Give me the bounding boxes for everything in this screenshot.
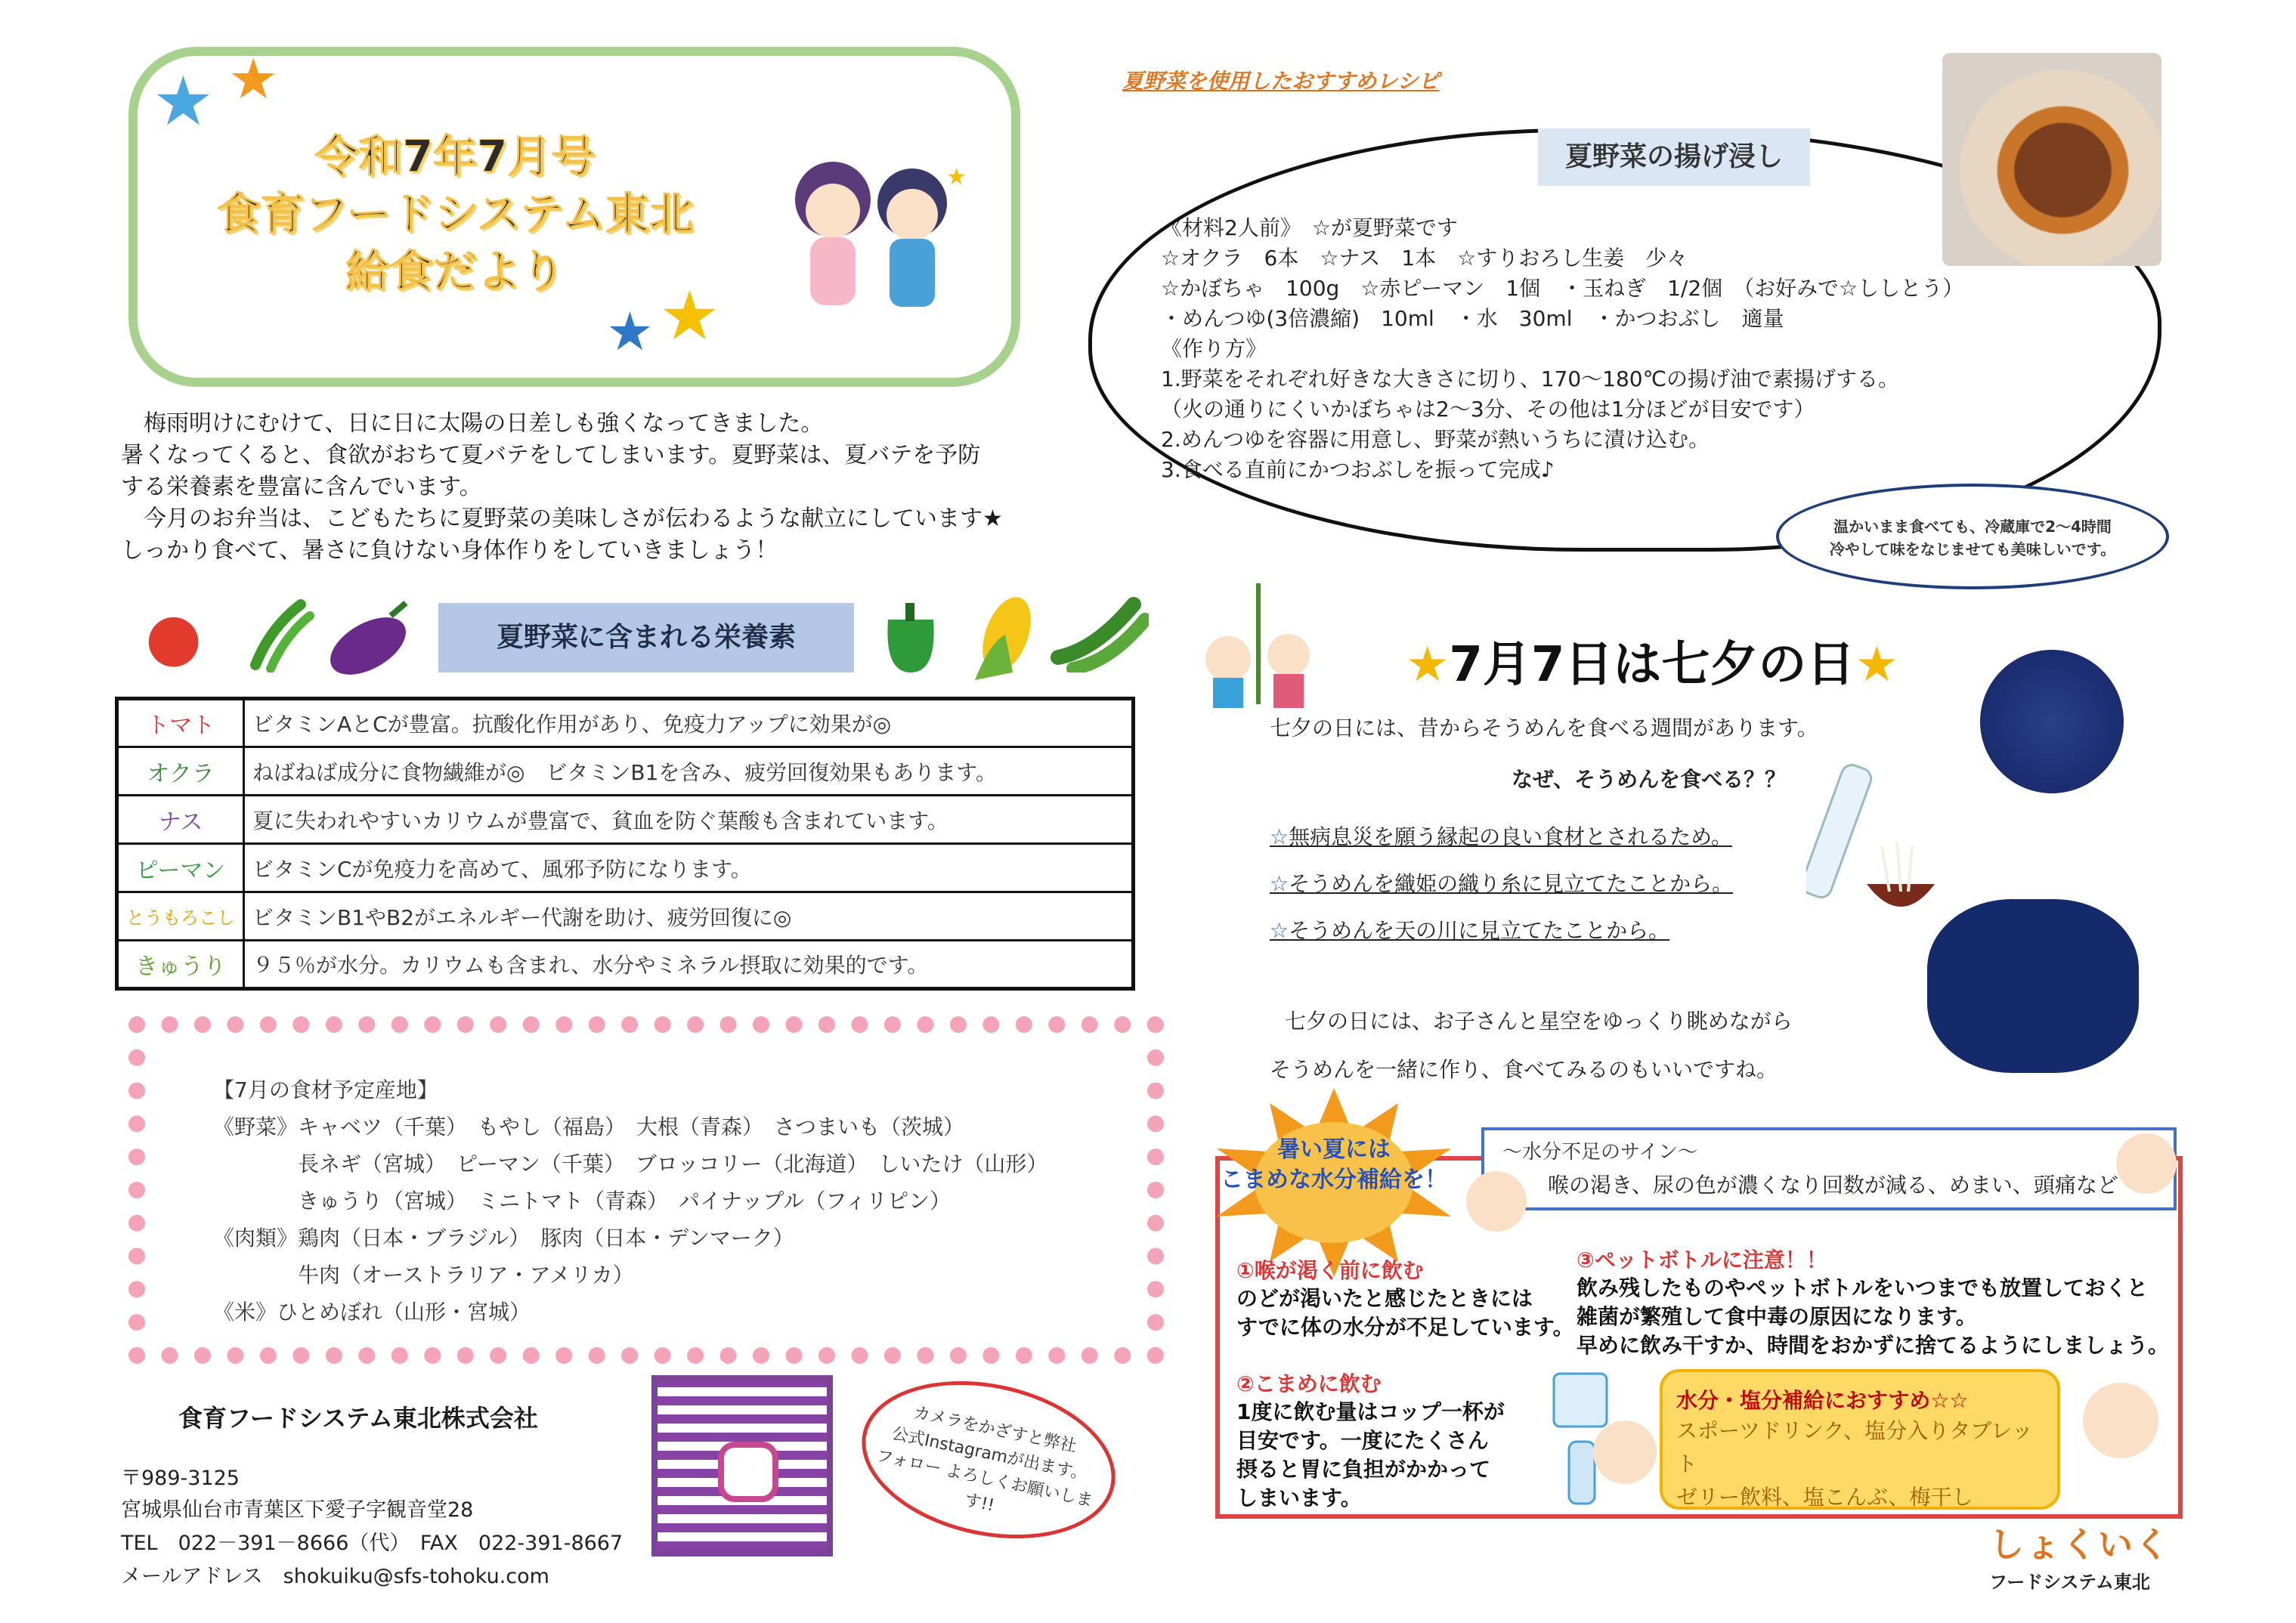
sign-title: ～水分不足のサイン～ <box>1502 1141 1698 1164</box>
table-row <box>117 796 1134 844</box>
intro-text: 梅雨明けにむけて、日に日に太陽の日差しも強くなってきました。 暑くなってくると、食欲がおちて夏バテをしてしまいます。夏野菜は、夏バテを予防 する栄養素を豊富に含んでいます。 今月のお弁当は、こどもたちに夏野菜の美味しさが伝わるような献立にしています★ しっかり食べて、暑さに負けない身体作りをしていきましょう！ <box>121 410 1003 564</box>
star-icon: ★ <box>1406 637 1450 693</box>
newsletter-org: 食育フードシステム東北 <box>216 188 694 240</box>
recommend-text: スポーツドリンク、塩分入りタブレット ゼリー飲料、塩こんぶ、梅干し <box>1676 1418 2033 1510</box>
table-row <box>117 941 1134 989</box>
vegetable-name: トマト <box>117 699 244 747</box>
nutrient-description: 夏に失われやすいカリウムが豊富で、貧血を防ぐ葉酸も含まれています。 <box>244 796 1134 844</box>
vegetable-name: ピーマン <box>117 844 244 892</box>
eggplant-icon <box>326 597 417 680</box>
instagram-qr-code[interactable] <box>651 1375 833 1557</box>
recipe-title: 夏野菜の揚げ浸し <box>1538 128 1810 186</box>
milky-way-illustration <box>1927 899 2139 1073</box>
recipe-body: 《材料2人前》 ☆が夏野菜です ☆オクラ 6本 ☆ナス 1本 ☆すりおろし生姜 少々 ☆かぼちゃ 100g ☆赤ピーマン 1個 ・玉ねぎ 1/2個 （お好みで☆ししとう） ・めんつゆ(3倍濃縮) 10ml ・水 30ml ・かつおぶし 適量 《作り方》 1.野菜をそれぞれ好きな大きさに切り、170～180℃の揚げ油で素揚げする。 （火の通りにくいかぼちゃは2～3分、その他は1分ほどが目安です） 2.めんつゆを容器に用意し、野菜が熱いうちに漬け込む。 3.食べる直前にかつおぶしを振って完成♪ <box>1161 215 1964 482</box>
dizzy-person-illustration <box>1466 1171 1527 1232</box>
logo-sub-text: フードシステム東北 <box>1989 1572 2150 1593</box>
sun-message: 暑い夏には こまめな水分補給を！ <box>1221 1136 1447 1193</box>
company-email[interactable]: メールアドレス shokuiku@sfs-tohoku.com <box>121 1565 549 1588</box>
night-sky-illustration <box>1980 650 2124 793</box>
nutrients-heading: 夏野菜に含まれる栄養素 <box>438 603 854 672</box>
svg-text:★: ★ <box>946 164 967 190</box>
okra-icon <box>240 597 316 672</box>
nutrient-description: ねばねば成分に食物繊維が◎ ビタミンB1を含み、疲労回復効果もあります。 <box>244 747 1134 796</box>
newsletter-title: 給食だより <box>345 246 565 297</box>
tanabata-question: なぜ、そうめんを食べる？？ <box>1512 767 1787 792</box>
child-drinking-illustration <box>1593 1421 1657 1484</box>
star-icon: ★ <box>153 62 214 141</box>
recipe-tip-bubble: 温かいまま食べても、冷蔵庫で2～4時間 冷やして味をなじませても美味しいです。 <box>1776 484 2169 589</box>
instagram-bubble: カメラをかざすと弊社 公式Instagramが出ます。 フォロー よろしくお願いします!! <box>847 1359 1130 1560</box>
star-icon: ★ <box>1855 637 1898 693</box>
company-phone: TEL 022－391－8666（代） FAX 022-391-8667 <box>121 1532 624 1555</box>
point-two: ②こまめに飲む 1度に飲む量はコップ一杯が 目安です。一度にたくさん 摂ると胃に負担がかかって しまいます。 <box>1236 1371 1505 1510</box>
recipe-label: 夏野菜を使用したおすすめレシピ <box>1122 69 1440 94</box>
logo-main-text: しょくいく <box>1989 1524 2171 1565</box>
woman-drinking-illustration <box>2083 1383 2158 1458</box>
vegetable-name: オクラ <box>117 747 244 796</box>
nutrient-description: ビタミンCが免疫力を高めて、風邪予防になります。 <box>244 844 1134 892</box>
recommend-title: 水分・塩分補給におすすめ☆☆ <box>1676 1388 1969 1413</box>
tanabata-outro: そうめんを一緒に作り、食べてみるのもいいですね。 <box>1270 1057 1778 1082</box>
tanabata-intro: 七夕の日には、昔からそうめんを食べる週間があります。 <box>1270 716 1818 740</box>
tanabata-reason: ☆そうめんを天の川に見立てたことから。 <box>1270 918 1670 943</box>
table-row <box>117 892 1134 941</box>
nutrients-table <box>115 697 1135 991</box>
nutrient-description: ９５％が水分。カリウムも含まれ、水分やミネラル摂取に効果的です。 <box>244 941 1134 989</box>
green-pepper-icon <box>877 597 945 680</box>
orihime-hikoboshi-illustration <box>765 131 992 320</box>
recommend-box <box>1660 1369 2060 1510</box>
cucumber-icon <box>1051 597 1149 672</box>
somen-bowl-icon <box>1859 839 1942 929</box>
vegetable-name: とうもろこし <box>117 892 244 941</box>
tanabata-reason: ☆無病息災を願う縁起の良い食材とされるため。 <box>1270 824 1732 849</box>
origin-list: 【7月の食材予定産地】 《野菜》キャベツ（千葉） もやし（福島） 大根（青森） さつまいも（茨城） 長ネギ（宮城） ピーマン（千葉） ブロッコリー（北海道） しいたけ（山形） きゅうり（宮城） ミニトマト（青森） パイナップル（フィリピン） 《肉類》鶏肉（日本・ブラジル） 豚肉（日本・デンマーク） 牛肉（オーストラリア・アメリカ） 《米》ひとめぼれ（山形・宮城） <box>213 1077 1048 1325</box>
recipe-photo <box>1942 53 2161 266</box>
shokuiku-logo <box>1989 1517 2186 1593</box>
nutrient-description: ビタミンAとCが豊富。抗酸化作用があり、免疫力アップに効果が◎ <box>244 699 1134 747</box>
table-row <box>117 844 1134 892</box>
title-card <box>128 47 1020 387</box>
point-one: ①喉が渇く前に飲む のどが渇いたと感じたときには すでに体の水分が不足しています。 <box>1236 1258 1574 1340</box>
company-name: 食育フードシステム東北株式会社 <box>178 1404 538 1433</box>
nutrient-description: ビタミンB1やB2がエネルギー代謝を助け、疲労回復に◎ <box>244 892 1134 941</box>
point-three: ③ペットボトルに注意！！ 飲み残したものやペットボトルをいつまでも放置しておくと 雑菌が繁殖して食中毒の原因になります。 早めに飲み干すか、時間をおかずに捨てるようにしましょう。 <box>1577 1247 2170 1358</box>
company-address: 宮城県仙台市青葉区下愛子字観音堂28 <box>121 1498 474 1522</box>
hot-person-illustration <box>2116 1133 2177 1194</box>
star-icon: ★ <box>659 277 720 356</box>
table-row <box>117 699 1134 747</box>
tanabata-title: ★7月7日は七夕の日★ <box>1406 637 1898 693</box>
tanabata-reason: ☆そうめんを織姫の織り糸に見立てたことから。 <box>1270 871 1734 896</box>
issue-title: 令和7年7月号 <box>314 131 596 182</box>
tomato-icon: ● <box>145 599 203 675</box>
dehydration-sign-box <box>1481 1127 2177 1210</box>
instagram-icon <box>718 1442 778 1502</box>
sign-text: 喉の渇き、尿の色が濃くなり回数が減る、めまい、頭痛など <box>1548 1173 2118 1198</box>
postal-code: 〒989-3125 <box>121 1467 240 1490</box>
star-icon: ★ <box>228 47 279 112</box>
vegetable-name: ナス <box>117 796 244 844</box>
tanabata-outro: 七夕の日には、お子さんと星空をゆっくり眺めながら <box>1285 1009 1793 1034</box>
corn-icon <box>960 589 1051 688</box>
star-icon: ★ <box>606 301 654 363</box>
children-bamboo-illustration <box>1183 576 1334 712</box>
vegetable-name: きゅうり <box>117 941 244 989</box>
table-row <box>117 747 1134 796</box>
